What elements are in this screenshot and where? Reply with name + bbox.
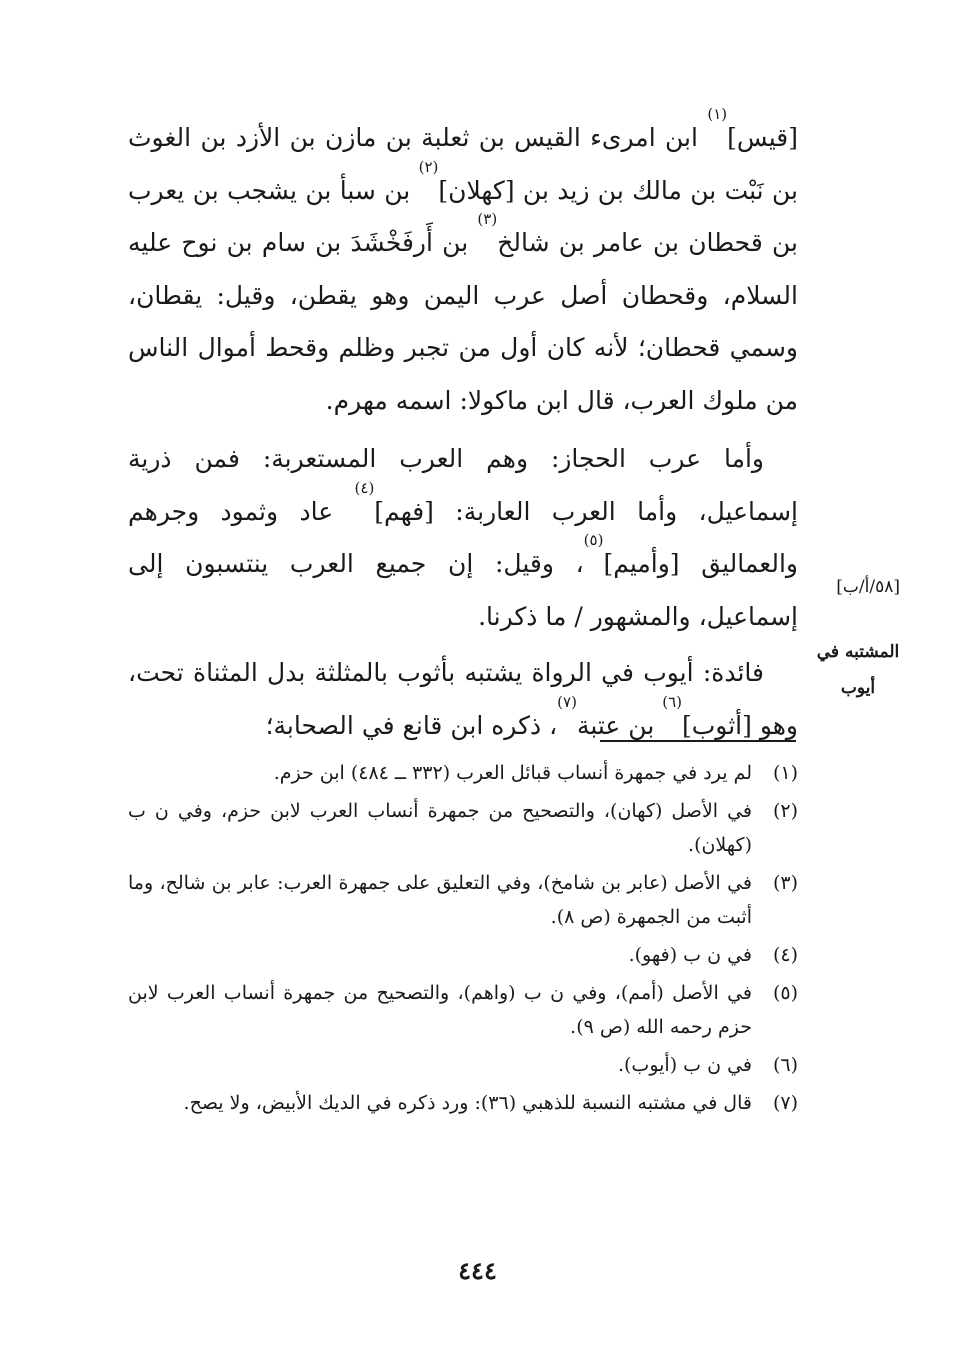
footnote-text: في ن ب (أيوب).	[617, 1054, 752, 1076]
paragraph-3	[128, 647, 798, 752]
footnote-text: في الأصل (أمم)، وفي ن ب (واهم)، والتصحيح من جمهرة أنساب العرب لابن حزم رحمه الله (ص ٩).	[128, 982, 752, 1038]
footnote-number: (٥)	[772, 982, 798, 1004]
margin-heading-line-1: المشتبه في	[816, 642, 900, 662]
footnotes	[128, 756, 798, 1124]
footnote-number: (٧)	[772, 1092, 798, 1114]
text-segment: وأما عرب الحجاز: وهم العرب المستعربة: فمن ذرية إسماعيل، وأما العرب العاربة: [فهم]	[128, 444, 798, 526]
footnote-text: قال في مشتبه النسبة للذهبي (٣٦): ورد ذكره في الديك الأبيض، ولا يصح.	[183, 1092, 752, 1114]
footnote-item	[128, 1086, 798, 1120]
footnote-item	[128, 866, 798, 934]
text-segment: [قيس]	[727, 123, 798, 152]
footnote-number: (٦)	[772, 1054, 798, 1076]
footnote-item	[128, 976, 798, 1044]
paragraph-2	[128, 433, 798, 643]
footnote-text: في الأصل (عابر بن شامخ)، وفي التعليق على جمهرة العرب: عابر بن شالح، وما أثبت من الجمهرة (ص ٨).	[128, 872, 752, 928]
paragraph-1	[128, 105, 799, 427]
footnote-number: (٣)	[772, 872, 798, 894]
footnote-item	[128, 938, 798, 972]
footnote-text: في ن ب (فهو).	[628, 944, 752, 966]
footnote-marker: (٢)	[418, 157, 439, 176]
page-number: ٤٤٤	[458, 1256, 497, 1285]
footnote-marker: (٣)	[477, 210, 498, 228]
text-segment: ، وقيل: إن جميع العرب ينتسبون إلى إسماعيل، والمشهور / ما ذكرنا.	[128, 549, 798, 631]
footnote-text: لم يرد في جمهرة أنساب قبائل العرب (٣٣٢ ــ ٤٨٤) ابن حزم.	[273, 762, 752, 784]
footnote-text: في الأصل (كهان)، والتصحيح من جمهرة أنساب العرب لابن حزم، وفي ن ب (كهلان).	[128, 800, 752, 856]
footnote-divider	[600, 740, 796, 742]
text-segment: بن عتبة	[576, 710, 663, 740]
text-segment: بن أَرفَخْشَدَ بن سام بن نوح عليه السلام، وقحطان أصل عرب اليمن وهو يقطن، وقيل: يقطان، وسمي قحطان؛ لأنه كان أول من تجبر وظلم وقحط أموال الناس من ملوك العرب، قال ابن ماكولا: اسمه مهرم.	[128, 228, 798, 415]
footnote-marker: (٤)	[354, 478, 375, 497]
text-segment: بن سبأ بن يشجب بن يعرب بن قحطان بن عامر بن شالخ	[128, 175, 799, 257]
text-segment: عاد وثمود وجرهم والعماليق [وأميم]	[128, 496, 798, 578]
main-text	[128, 105, 799, 752]
footnote-number: (٤)	[772, 944, 798, 966]
footnote-number: (٢)	[772, 800, 798, 822]
footnote-marker: (٥)	[583, 531, 604, 549]
footnote-marker: (١)	[707, 105, 728, 123]
text-segment: ، ذكره ابن قانع في الصحابة؛	[265, 710, 558, 740]
footnote-item	[128, 756, 798, 790]
footnote-item	[128, 794, 798, 862]
text-segment: ابن امرىء القيس بن ثعلبة بن مازن بن الأزد بن الغوث بن نَبْت بن مالك بن زيد بن [كهلان]	[128, 123, 798, 205]
footnote-marker: (٧)	[557, 692, 577, 711]
text-segment: فائدة: أيوب في الرواة يشتبه بأثوب بالمثلثة بدل المثناة تحت، وهو [أثوب]	[128, 658, 798, 740]
footnote-marker: (٦)	[662, 692, 683, 711]
margin-heading-line-2: أيوب	[840, 678, 876, 698]
manuscript-folio-reference: [٥٨/أ/ب]	[836, 577, 900, 597]
footnote-item	[128, 1048, 798, 1082]
footnote-number: (١)	[772, 762, 798, 784]
margin-heading	[806, 634, 910, 706]
